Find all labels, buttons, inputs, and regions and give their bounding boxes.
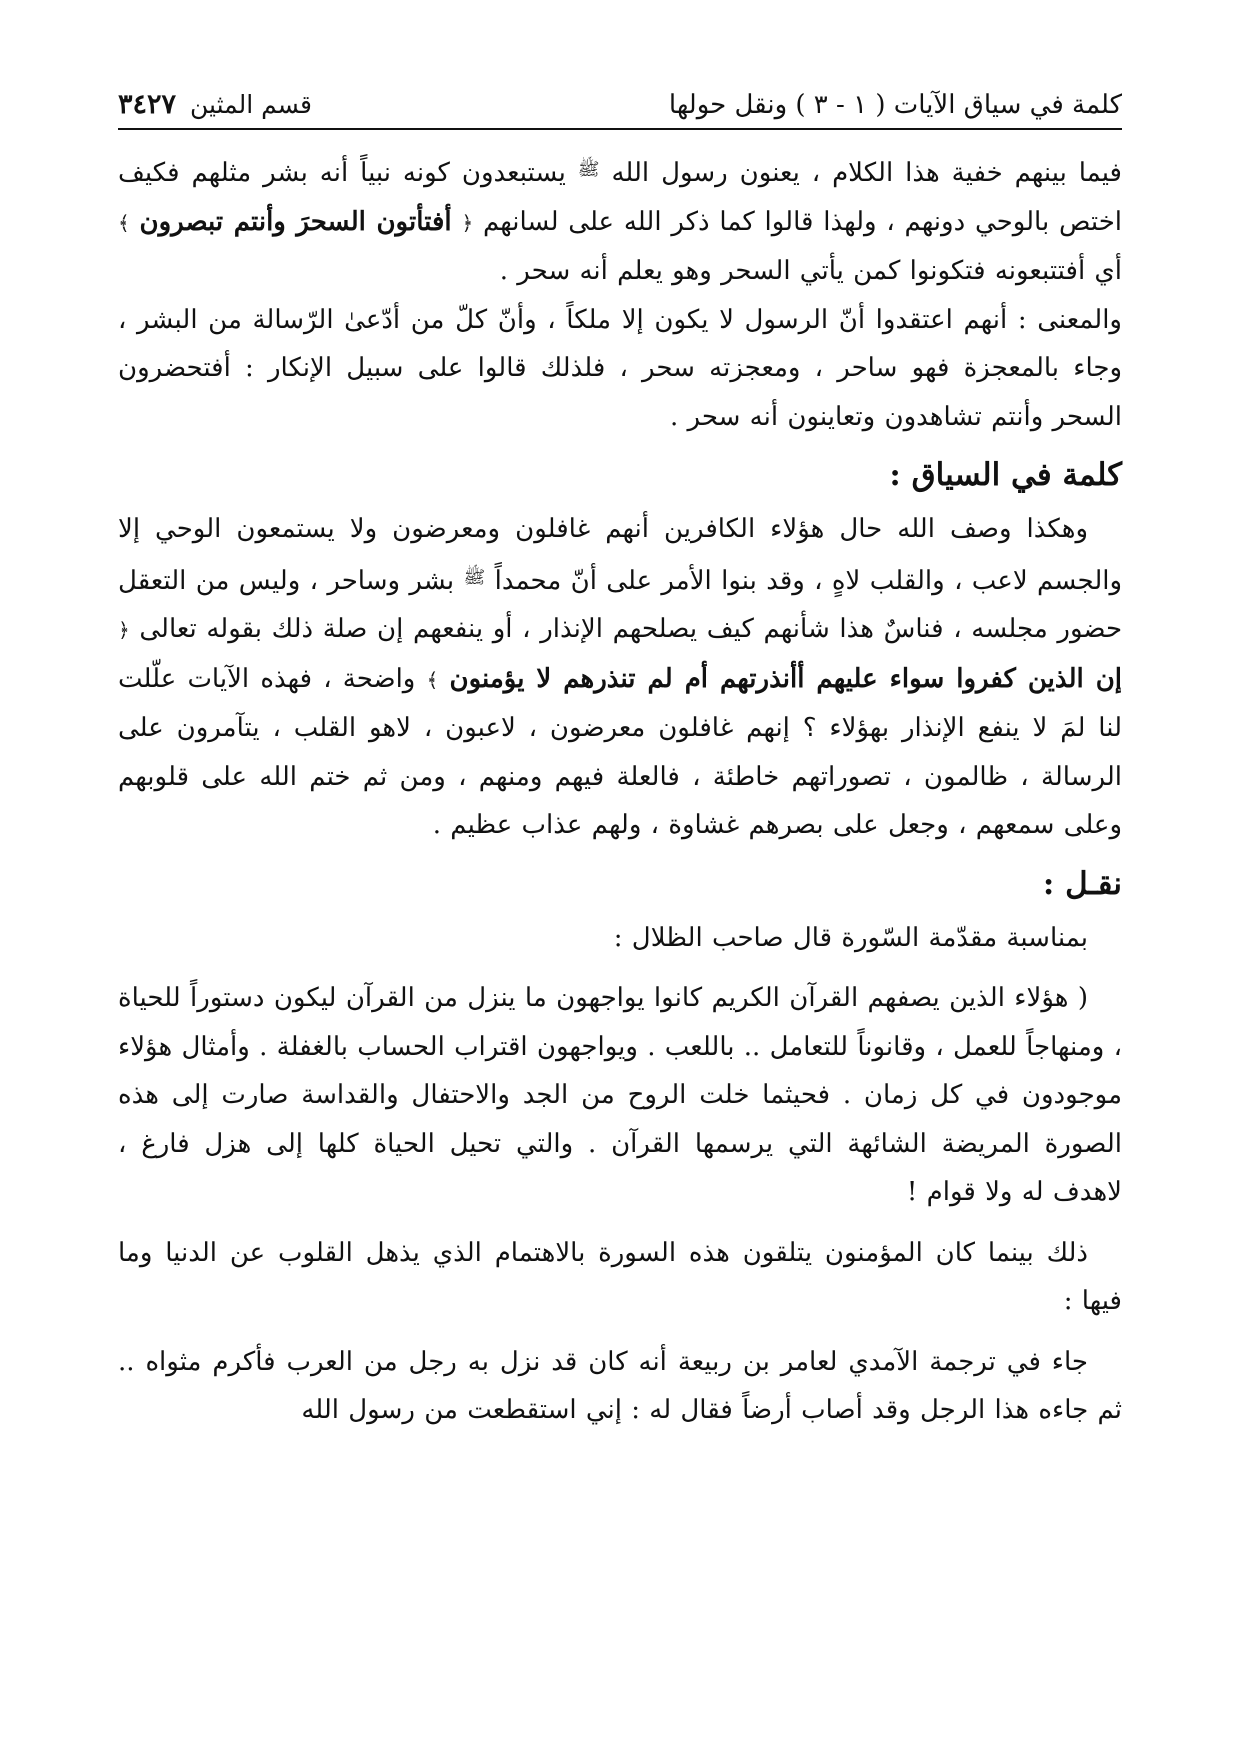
p1-text-a: فيما بينهم خفية هذا الكلام ، يعنون رسول الله [611,158,1122,188]
paragraph-1 [118,146,1122,296]
quran-quote: إن الذين كفروا سواء عليهم أأنذرتهم أم لم تنذرهم لا يؤمنون [449,663,1123,694]
p3-text-b: بشر وساحر ، وليس من التعقل حضور مجلسه ، فناسٌ هذا شأنهم كيف يصلحهم الإنذار ، أو ينفعهم إن صلة ذلك بقوله تعالى [118,565,1123,644]
paragraph-3 [118,505,1122,850]
quran-bracket-open: ﴿ [118,618,130,642]
salutation-glyph: ﷺ [463,566,486,588]
p1-text-b: يستبعدون كونه نبياً أنه بشر مثلهم فكيف اختص بالوحي دونهم ، ولهذا قالوا كما ذكر الله على لسانهم [118,158,1122,237]
paragraph-6: ذلك بينما كان المؤمنون يتلقون هذه السورة بالاهتمام الذي يذهل القلوب عن الدنيا وما فيها : [118,1237,1122,1316]
paragraph-2: والمعنى : أنهم اعتقدوا أنّ الرسول لا يكون إلا ملكاً ، وأنّ كلّ من أدّعىٰ الرّسالة من البشر ، وجاء بالمعجزة فهو ساحر ، ومعجزته سحر ، فلذلك قالوا على سبيل الإنكار : أفتحضرون السحر وأنتم تشاهدون وتعاينون أنه سحر . [118,304,1122,432]
paragraph-4: بمناسبة مقدّمة السّورة قال صاحب الظلال : [613,922,1088,953]
section-heading-context: كلمة في السياق : [889,457,1122,493]
page-header [118,78,1122,120]
quran-bracket-open: ﴿ [461,210,474,235]
page-number: ٣٤٢٧ [118,89,177,120]
paragraph-7: جاء في ترجمة الآمدي لعامر بن ربيعة أنه كان قد نزل به رجل من العرب فأكرم مثواه .. ثم جاءه هذا الرجل وقد أصاب أرضاً فقال له : إني استقطعت من رسول الله [118,1346,1122,1425]
p3-text-c: واضحة ، فهذه الآيات علّلت لنا لمَ لا ينفع الإنذار بهؤلاء ؟ إنهم غافلون معرضون ، لاعبون ، لاهو القلب ، يتآمرون على الرسالة ، ظالمون ، تصوراتهم خاطئة ، فالعلة فيهم ومنهم ، ومن ثم ختم الله على قلوبهم وعلى سمعهم ، وجعل على بصرهم غشاوة ، ولهم عذاب عظيم . [118,663,1122,840]
quran-bracket-close: ﴾ [118,210,130,235]
p1-text-c: أي أفتتبعونه فتكونوا كمن يأتي السحر وهو يعلم أنه سحر . [499,256,1122,286]
p3-text-a: وهكذا وصف الله حال هؤلاء الكافرين أنهم غافلون ومعرضون ولا يستمعون الوحي إلا والجسم لاعب ، والقلب لاهٍ ، وقد بنوا الأمر على أنّ محمداً [118,514,1123,596]
paragraph-5: ( هؤلاء الذين يصفهم القرآن الكريم كانوا يواجهون ما ينزل من القرآن ليكون دستوراً للحياة ، ومنهاجاً للعمل ، وقانوناً للتعامل .. باللعب . ويواجهون اقتراب الحساب بالغفلة . وأمثال هؤلاء موجودون في كل زمان . فحيثما خلت الروح من الجد والاحتفال والقداسة صارت إلى هذه الصورة المريضة الشائهة التي يرسمها القرآن . والتي تحيل الحياة كلها إلى هزل فارغ ، لاهدف له ولا قوام ! [118,983,1122,1207]
salutation-glyph: ﷺ [577,159,600,180]
section-name: قسم المثين [190,90,312,119]
header-left [118,89,312,120]
running-title: كلمة في سياق الآيات ( ١ - ٣ ) ونقل حولها [668,90,1122,120]
header-rule [118,128,1122,130]
quran-quote: أفتأتون السحرَ وأنتم تبصرون [139,206,452,237]
quran-bracket-close: ﴾ [426,667,439,692]
section-heading-quote: نقـل : [1042,865,1122,902]
